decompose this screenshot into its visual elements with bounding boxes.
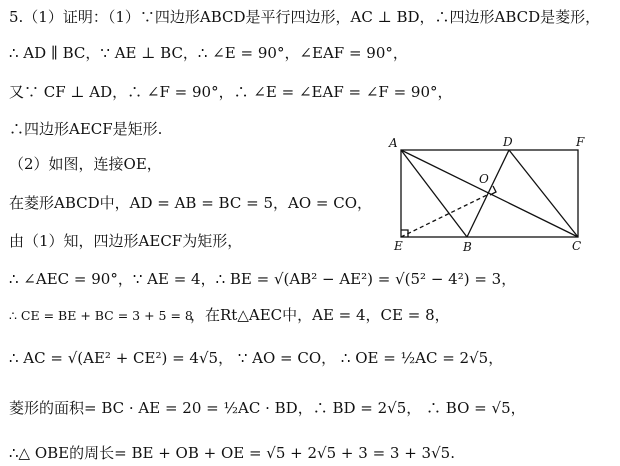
solution-line-12: ∴△ OBE的周长= BE + OB + OE = √5 + 2√5 + 3 = 3 + 3√5. xyxy=(9,444,455,462)
label-d: D xyxy=(503,135,513,149)
label-c: C xyxy=(572,239,582,253)
label-o: O xyxy=(479,172,489,186)
solution-line-6: 在菱形ABCD中，AD = AB = BC = 5，AO = CO， xyxy=(9,194,372,212)
label-f: F xyxy=(576,135,585,149)
solution-line-8: ∴ ∠AEC = 90°，∵ AE = 4，∴ BE = √(AB² − AE²) = √(5² − 4²) = 3， xyxy=(9,270,517,288)
solution-line-7: 由（1）知，四边形AECF为矩形， xyxy=(9,232,243,250)
segment-ab xyxy=(401,150,467,237)
solution-line-4: ∴四边形AECF是矩形. xyxy=(9,120,163,138)
segment-oe xyxy=(401,194,489,237)
solution-line-11: 菱形的面积= BC · AE = 20 = ½AC · BD，∴ BD = 2√5， ∴ BO = √5， xyxy=(9,399,526,417)
solution-line-9b: ，在Rt△AEC中，AE = 4，CE = 8， xyxy=(190,306,450,324)
label-b: B xyxy=(463,240,472,254)
solution-line-3: 又∵ CF ⊥ AD，∴ ∠F = 90°，∴ ∠E = ∠EAF = ∠F = 90°， xyxy=(9,83,453,101)
solution-line-1: 5.（1）证明：（1）∵四边形ABCD是平行四边形，AC ⊥ BD，∴四边形ABCD是菱形， xyxy=(9,8,601,26)
solution-line-2: ∴ AD ∥ BC，∵ AE ⊥ BC，∴ ∠E = 90°，∠EAF = 90°， xyxy=(9,44,408,62)
segment-bd xyxy=(467,150,509,237)
solution-line-5: （2）如图，连接OE， xyxy=(9,155,162,173)
solution-line-10: ∴ AC = √(AE² + CE²) = 4√5， ∵ AO = CO， ∴ OE = ½AC = 2√5， xyxy=(9,349,504,367)
solution-line-9a: ∴ CE = BE + BC = 3 + 5 = 8 xyxy=(9,308,193,323)
label-e: E xyxy=(394,239,403,253)
label-a: A xyxy=(389,136,398,150)
segment-dc xyxy=(509,150,578,237)
